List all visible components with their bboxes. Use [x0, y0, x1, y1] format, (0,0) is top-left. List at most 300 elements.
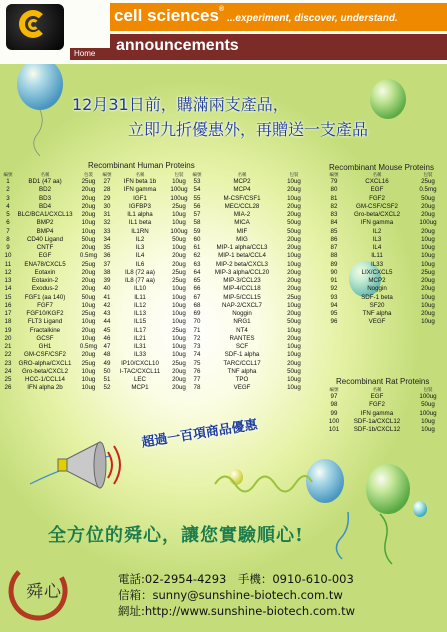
- table-row: [2, 277, 307, 285]
- contact-email[interactable]: 信箱：sunny@sunshine-biotech.com.tw: [118, 588, 343, 602]
- product-name: SDF-1 alpha: [224, 351, 260, 359]
- table-row: [2, 285, 307, 293]
- product-name: IL1 beta: [128, 219, 152, 227]
- product-name: MCP2: [233, 178, 251, 185]
- product-name: IL11: [371, 252, 383, 260]
- product-name: SDF-1a/CXCL12: [353, 417, 401, 425]
- product-name: FGF10/KGF2: [26, 310, 64, 317]
- package-size: 10ug: [81, 219, 96, 227]
- table-row: [2, 302, 307, 310]
- product-name: MIG: [236, 235, 248, 243]
- package-size: 10ug: [287, 326, 301, 334]
- product-number: 10: [4, 252, 12, 260]
- product-number: 6: [6, 219, 10, 227]
- product-name: EGF: [38, 252, 52, 260]
- product-number: 83: [330, 211, 338, 218]
- table-row: [326, 178, 444, 186]
- product-number: 34: [103, 235, 111, 243]
- mouse-protein-table: [326, 171, 444, 327]
- product-name: IL21: [133, 334, 147, 342]
- product-name: IGFBP3: [128, 202, 151, 210]
- product-name: MIP-4/CCL18: [223, 285, 261, 293]
- cell-sciences-logo[interactable]: [6, 4, 64, 50]
- product-name: Gro-beta/CXCL2: [21, 367, 69, 375]
- table-row: [2, 384, 307, 392]
- package-size: 20ug: [421, 211, 435, 218]
- package-size: 10ug: [81, 318, 96, 326]
- product-number: 73: [193, 343, 201, 350]
- mouse-section-title: Recombinant Mouse Proteins: [329, 163, 434, 172]
- package-size: 25ug: [172, 268, 186, 276]
- package-size: 20ug: [81, 268, 96, 276]
- product-number: 80: [330, 186, 338, 194]
- package-size: 25ug: [172, 326, 186, 334]
- product-name: BD3: [38, 194, 52, 202]
- package-size: 10ug: [172, 310, 186, 317]
- product-name: IL2: [372, 227, 382, 235]
- product-number: 42: [103, 301, 111, 309]
- package-size: 10ug: [172, 318, 186, 326]
- product-number: 40: [103, 285, 111, 293]
- column-header: 包裝: [289, 172, 299, 177]
- table-header-row: [326, 386, 444, 393]
- brand-bar: [110, 3, 447, 31]
- product-number: 75: [193, 359, 201, 367]
- column-header: 編號: [192, 172, 202, 177]
- product-name: LIX/CXCL5: [361, 268, 393, 276]
- package-size: 10ug: [81, 334, 96, 342]
- product-number: 56: [193, 202, 201, 210]
- product-name: MIP-5/CCL15: [223, 293, 261, 301]
- product-name: BLC/BCA1/CXCL13: [17, 211, 73, 218]
- package-size: 20ug: [81, 194, 96, 202]
- package-size: 20ug: [287, 186, 301, 194]
- product-number: 91: [330, 277, 338, 284]
- table-row: [2, 228, 307, 236]
- product-number: 98: [330, 401, 338, 409]
- table-row: [326, 269, 444, 277]
- product-number: 12: [4, 268, 12, 276]
- product-number: 22: [4, 351, 12, 359]
- column-header: 名稱: [40, 172, 50, 177]
- product-name: FLT3 Ligand: [27, 318, 63, 326]
- package-size: 10ug: [287, 384, 301, 392]
- product-name: IL1 alpha: [127, 211, 153, 218]
- table-row: [2, 211, 307, 219]
- product-number: 23: [4, 359, 12, 367]
- product-number: 77: [193, 376, 201, 383]
- product-number: 72: [193, 334, 201, 342]
- package-size: 0.5mg: [79, 252, 98, 260]
- package-size: 20ug: [172, 367, 186, 375]
- column-header: 編號: [329, 387, 339, 392]
- table-row: [2, 376, 307, 384]
- product-name: IL33: [133, 351, 147, 359]
- site-header: [0, 0, 447, 64]
- product-number: 55: [193, 194, 201, 202]
- product-name: Gro-beta/CXCL2: [353, 211, 401, 218]
- table-header-row: [326, 171, 444, 178]
- product-name: IL10: [133, 285, 147, 293]
- table-row: [326, 261, 444, 269]
- product-name: GM-CSF/CSF2: [24, 351, 66, 359]
- product-number: 76: [193, 367, 201, 375]
- column-header: 包裝: [84, 172, 93, 177]
- home-link[interactable]: Home: [70, 48, 110, 60]
- table-row: [326, 228, 444, 236]
- product-number: 62: [193, 252, 201, 260]
- table-row: [326, 203, 444, 211]
- product-name: MCP2: [368, 277, 386, 284]
- package-size: 10ug: [421, 235, 435, 243]
- product-name: IFN alpha 2b: [27, 384, 63, 392]
- product-number: 1: [6, 178, 10, 185]
- product-name: IL1RN: [131, 227, 149, 235]
- logo-c-mark-inner: [28, 19, 39, 30]
- product-number: 48: [103, 351, 111, 359]
- product-number: 36: [103, 252, 111, 260]
- table-row: [2, 310, 307, 318]
- package-size: 10ug: [172, 211, 186, 218]
- product-name: IL12: [133, 301, 147, 309]
- product-name: TNF alpha: [227, 367, 257, 375]
- product-name: MCP4: [233, 186, 251, 194]
- product-name: GRO-alpha/CXCL1: [18, 359, 72, 367]
- brand-name: cell sciences: [114, 6, 219, 25]
- product-number: 95: [330, 310, 338, 317]
- product-number: 9: [6, 244, 10, 251]
- package-size: 10ug: [172, 244, 186, 251]
- product-name: IGF1: [133, 194, 147, 202]
- package-size: 20ug: [287, 359, 301, 367]
- product-number: 45: [103, 326, 111, 334]
- product-name: IL31: [133, 343, 147, 350]
- table-row: [2, 368, 307, 376]
- product-name: NAP-2/CXCL7: [222, 301, 262, 309]
- product-number: 51: [103, 376, 111, 383]
- product-number: 13: [4, 277, 12, 284]
- product-number: 5: [6, 211, 10, 218]
- product-name: MIF: [236, 227, 248, 235]
- table-row: [2, 178, 307, 186]
- package-size: 20ug: [81, 326, 96, 334]
- product-number: 33: [103, 227, 111, 235]
- table-row: [2, 335, 307, 343]
- product-number: 92: [330, 285, 338, 293]
- product-name: IL33: [370, 260, 384, 268]
- product-name: IL13: [133, 310, 147, 317]
- product-name: TPO: [235, 376, 249, 383]
- product-number: 93: [330, 293, 338, 301]
- table-row: [326, 310, 444, 318]
- table-row: [2, 269, 307, 277]
- product-name: NRG1: [233, 318, 251, 326]
- package-size: 25ug: [421, 178, 435, 185]
- package-size: 10ug: [421, 244, 435, 251]
- package-size: 50ug: [287, 219, 301, 227]
- package-size: 20ug: [172, 384, 186, 392]
- package-size: 10ug: [421, 293, 435, 301]
- product-number: 17: [4, 310, 12, 317]
- product-name: IL8 (77 aa): [125, 277, 155, 284]
- promo-line-2: 立即九折優惠外，再贈送一支產品: [128, 120, 369, 139]
- product-name: EGF: [370, 393, 384, 400]
- package-size: 20ug: [287, 235, 301, 243]
- product-name: CNTF: [36, 244, 54, 251]
- package-size: 50ug: [287, 227, 301, 235]
- product-name: IL4: [135, 252, 145, 260]
- table-row: [2, 327, 307, 335]
- section-title: announcements: [116, 37, 239, 54]
- product-name: NT4: [236, 326, 248, 334]
- product-name: Exodus-2: [31, 285, 59, 293]
- product-name: M-CSF/CSF1: [223, 194, 261, 202]
- package-size: 20ug: [81, 186, 96, 194]
- package-size: 20ug: [421, 202, 435, 210]
- product-number: 86: [330, 235, 338, 243]
- table-row: [326, 302, 444, 310]
- package-size: 20ug: [287, 211, 301, 218]
- package-size: 20ug: [81, 285, 96, 293]
- product-name: GH1: [38, 343, 52, 350]
- product-number: 99: [330, 409, 338, 417]
- package-size: 25ug: [172, 277, 186, 284]
- package-size: 10ug: [81, 376, 96, 383]
- package-size: 20ug: [81, 211, 96, 218]
- package-size: 10ug: [172, 351, 186, 359]
- product-name: CD40 Ligand: [26, 235, 64, 243]
- package-size: 20ug: [287, 285, 301, 293]
- package-size: 20ug: [172, 376, 186, 383]
- table-header-row: [2, 171, 307, 178]
- product-number: 21: [4, 343, 12, 350]
- package-size: 25ug: [172, 202, 186, 210]
- product-number: 11: [4, 260, 12, 268]
- product-name: BD1 (47 aa): [28, 178, 62, 185]
- product-name: HCC-1/CCL14: [25, 376, 65, 383]
- package-size: 25ug: [81, 359, 96, 367]
- package-size: 25ug: [81, 260, 96, 268]
- product-name: BD2: [38, 186, 52, 194]
- package-size: 25ug: [287, 293, 301, 301]
- package-size: 10ug: [172, 285, 186, 293]
- package-size: 10ug: [172, 293, 186, 301]
- product-name: SCF: [235, 343, 249, 350]
- table-row: [326, 393, 444, 401]
- table-row: [326, 186, 444, 194]
- package-size: 50ug: [287, 367, 301, 375]
- table-row: [2, 219, 307, 227]
- table-row: [326, 410, 444, 418]
- product-number: 8: [6, 235, 10, 243]
- package-size: 0.5mg: [79, 343, 98, 350]
- column-header: 編號: [329, 172, 339, 177]
- product-number: 61: [193, 244, 201, 251]
- table-row: [326, 294, 444, 302]
- product-number: 28: [103, 186, 111, 194]
- package-size: 20ug: [287, 244, 301, 251]
- product-number: 7: [6, 227, 10, 235]
- product-number: 96: [330, 318, 338, 326]
- package-size: 100ug: [419, 409, 437, 417]
- package-size: 50ug: [172, 235, 186, 243]
- product-name: FGF2: [369, 401, 385, 409]
- rat-protein-table: [326, 386, 444, 434]
- product-number: 100: [328, 417, 340, 425]
- product-number: 71: [193, 326, 201, 334]
- package-size: 50ug: [421, 401, 435, 409]
- table-row: [326, 244, 444, 252]
- product-number: 78: [193, 384, 201, 392]
- product-name: MCP1: [131, 384, 149, 392]
- package-size: 20ug: [287, 334, 301, 342]
- product-number: 20: [4, 334, 12, 342]
- package-size: 50ug: [81, 235, 96, 243]
- product-number: 49: [103, 359, 111, 367]
- package-size: 25ug: [81, 178, 96, 185]
- product-number: 57: [193, 211, 201, 218]
- table-row: [326, 401, 444, 409]
- product-name: IL6: [135, 260, 145, 268]
- product-name: SF20: [369, 301, 385, 309]
- table-row: [326, 236, 444, 244]
- product-name: MIP-3/CCL23: [223, 277, 261, 284]
- product-number: 16: [4, 301, 12, 309]
- product-number: 32: [103, 219, 111, 227]
- package-size: 10ug: [421, 426, 435, 433]
- product-number: 58: [193, 219, 201, 227]
- section-bar: [110, 34, 447, 60]
- product-number: 87: [330, 244, 338, 251]
- table-row: [2, 351, 307, 359]
- product-name: EGF: [370, 186, 384, 194]
- product-name: TARC/CCL17: [223, 359, 261, 367]
- product-number: 79: [330, 178, 338, 185]
- package-size: 50ug: [287, 318, 301, 326]
- product-name: MIP-2 beta/CXCL3: [216, 260, 268, 268]
- product-name: IL11: [134, 293, 146, 301]
- table-row: [2, 186, 307, 194]
- package-size: 20ug: [81, 244, 96, 251]
- package-size: 50ug: [81, 293, 96, 301]
- product-number: 15: [4, 293, 12, 301]
- package-size: 10ug: [287, 194, 301, 202]
- product-name: Noggin: [232, 310, 252, 317]
- table-row: [326, 418, 444, 426]
- product-number: 64: [193, 268, 201, 276]
- brand-tagline: ...experiment, discover, understand.: [227, 13, 398, 24]
- product-name: IL4: [372, 244, 382, 251]
- product-name: LEC: [133, 376, 147, 383]
- package-size: 25ug: [172, 359, 186, 367]
- product-name: FGF2: [369, 194, 385, 202]
- package-size: 10ug: [172, 178, 186, 185]
- product-name: BD4: [38, 202, 52, 210]
- product-number: 59: [193, 227, 201, 235]
- package-size: 10ug: [421, 260, 435, 268]
- product-name: TNF alpha: [362, 310, 392, 317]
- package-size: 20ug: [287, 277, 301, 284]
- package-size: 10ug: [172, 334, 186, 342]
- package-size: 100ug: [419, 219, 437, 227]
- product-name: BMP2: [36, 219, 54, 227]
- product-number: 31: [103, 211, 111, 218]
- package-size: 100ug: [170, 194, 188, 202]
- product-number: 65: [193, 277, 201, 284]
- table-row: [2, 318, 307, 326]
- package-size: 50ug: [421, 194, 435, 202]
- table-row: [2, 343, 307, 351]
- package-size: 20ug: [421, 285, 435, 293]
- product-number: 82: [330, 202, 338, 210]
- product-name: GCSF: [36, 334, 54, 342]
- product-number: 43: [103, 310, 111, 317]
- product-number: 29: [103, 194, 111, 202]
- slogan: 全方位的舜心，讓您實驗順心!: [48, 525, 304, 546]
- column-header: 包裝: [174, 172, 184, 177]
- company-logo-text: 舜心: [26, 582, 62, 602]
- package-size: 25ug: [421, 268, 435, 276]
- column-header: 名稱: [237, 172, 247, 177]
- column-header: 包裝: [423, 172, 433, 177]
- product-name: IL3: [372, 235, 382, 243]
- column-header: 名稱: [372, 172, 382, 177]
- product-name: MIP-1 alpha/CCL3: [216, 244, 268, 251]
- product-number: 85: [330, 227, 338, 235]
- package-size: 10ug: [287, 343, 301, 350]
- product-name: IL15: [133, 318, 147, 326]
- product-name: CXCL16: [365, 178, 389, 185]
- table-row: [2, 244, 307, 252]
- package-size: 10ug: [421, 252, 435, 260]
- human-section-title: Recombinant Human Proteins: [88, 161, 195, 170]
- product-name: SDF-1b/CXCL12: [353, 426, 401, 433]
- balloon-cyan-small: [413, 501, 427, 517]
- package-size: 20ug: [421, 310, 435, 317]
- table-row: [2, 261, 307, 269]
- table-row: [2, 195, 307, 203]
- product-name: IL17: [133, 326, 147, 334]
- product-number: 37: [103, 260, 111, 268]
- product-name: FGF1 (aa 140): [24, 293, 66, 301]
- balloon-green-top: [370, 79, 406, 119]
- table-row: [326, 195, 444, 203]
- product-number: 47: [103, 343, 111, 350]
- table-row: [326, 211, 444, 219]
- table-row: [2, 252, 307, 260]
- contact-website[interactable]: 網址:http://www.sunshine-biotech.com.tw: [118, 604, 355, 618]
- package-size: 10ug: [81, 301, 96, 309]
- table-row: [2, 294, 307, 302]
- package-size: 10ug: [81, 227, 96, 235]
- product-number: 88: [330, 252, 338, 260]
- product-number: 94: [330, 301, 338, 309]
- product-name: MICA: [234, 219, 250, 227]
- product-name: MIP-3 alpha/CCL20: [214, 268, 270, 276]
- package-size: 20ug: [287, 268, 301, 276]
- package-size: 100ug: [170, 186, 188, 194]
- product-name: IL3: [135, 244, 145, 251]
- table-row: [2, 360, 307, 368]
- product-name: SDF-1 beta: [361, 293, 393, 301]
- rat-section-title: Recombinant Rat Proteins: [336, 377, 430, 386]
- package-size: 10ug: [81, 367, 96, 375]
- package-size: 10ug: [287, 376, 301, 383]
- product-number: 70: [193, 318, 201, 326]
- product-number: 2: [6, 186, 10, 194]
- package-size: 10ug: [421, 417, 435, 425]
- product-number: 69: [193, 310, 201, 317]
